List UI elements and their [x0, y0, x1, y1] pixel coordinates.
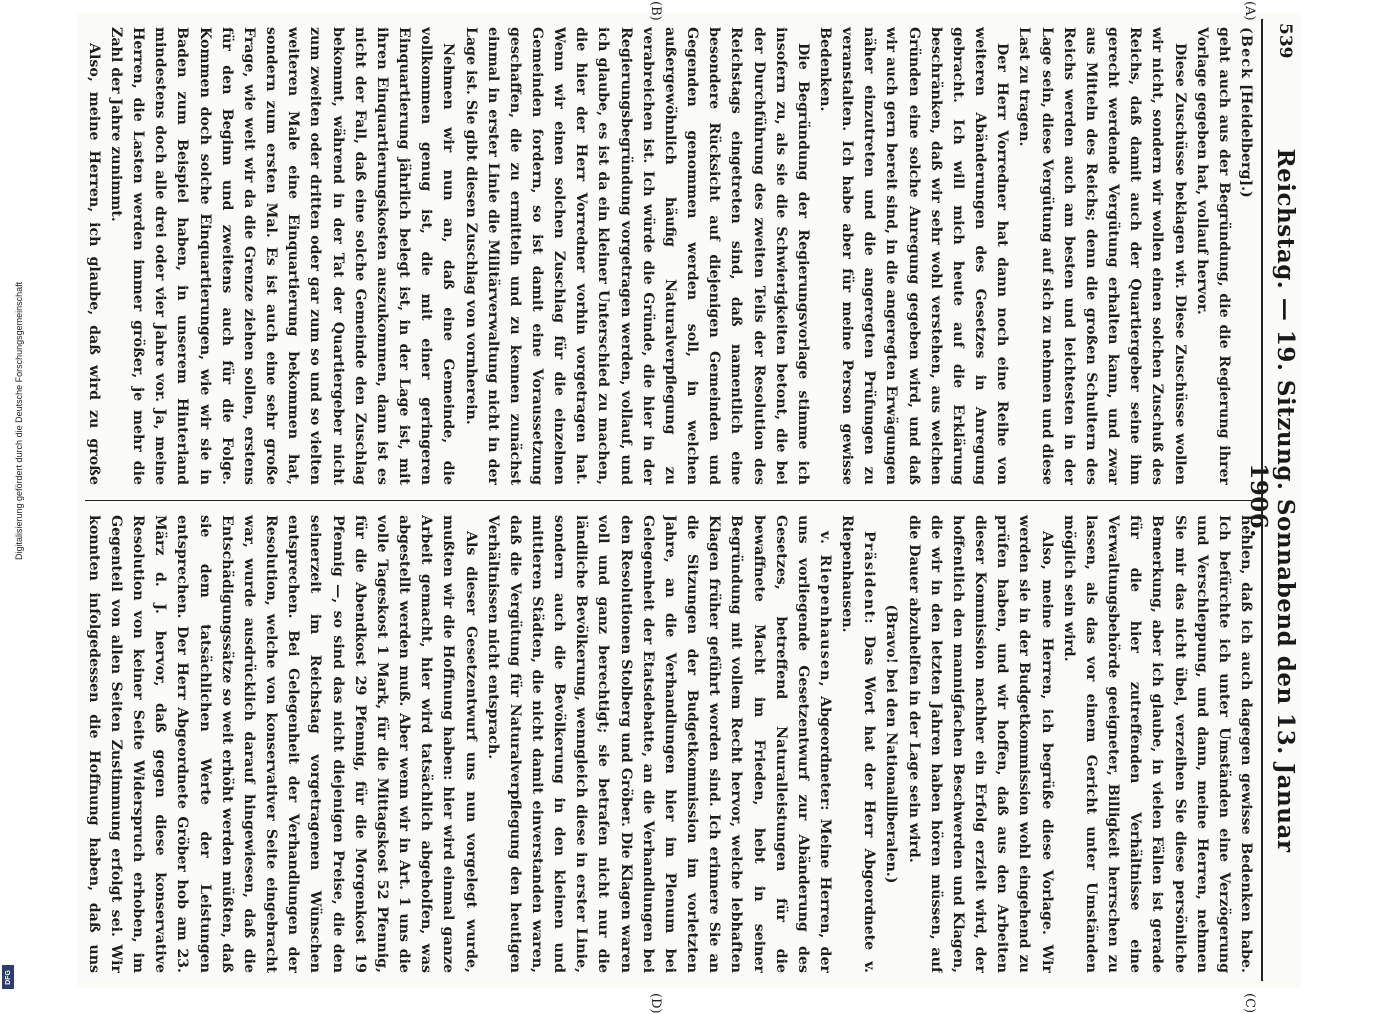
margin-mark-c: (C) — [1242, 993, 1257, 1014]
margin-mark-a: (A) — [1242, 1, 1257, 21]
speaker-role: Abgeordneter: — [817, 696, 834, 811]
speech-opening — [482, 515, 837, 973]
speaker-name: (Beck — [1238, 27, 1254, 80]
speaker-name: v. Riepenhausen, — [817, 531, 834, 688]
dfg-logo-text: DFG — [4, 969, 12, 985]
digitization-credit-text: Digitalisierung gefördert durch die Deutsche Forschungsgemeinschaft — [14, 281, 24, 560]
paragraph: Der Herr Vorredner hat dann noch eine Reihe von weiteren Abänderungen des Gesetzes in Anregung gebracht. Ich will mich heute auf die Erklärung beschränken, daß wir sehr wohl verstehen, aus welchen Gründen eine solche Anregung gegeben wird, und daß wir auch gern bereit sind, in die angeregten Erwägungen näher einzutreten und die angeregten Prüfungen zu veranstalten. Ich habe aber für meine Person gewisse Bedenken. — [817, 27, 1011, 485]
paragraph: Also, meine Herren, ich glaube, daß wird zu große — [85, 43, 102, 485]
margin-mark-d: (D) — [648, 993, 663, 1014]
speaker-president: Präsident: — [861, 531, 878, 625]
margin-mark-b: (B) — [648, 1, 663, 21]
paragraph-text: Meine Herren, der uns vorliegende Gesetzentwurf zur Abänderung des Gesetzes, betreffend Naturalleistungen für die bewaffnete Macht im Frieden, hebt in seiner Begründung mit vollem Recht hervor, welche lebhaften Klagen früher geführt worden sind. Ich erinnere Sie an die Sitzungen der Budgetkommission im vorletzten Jahre, an die Verhandlungen hier im Plenum bei Gelegenheit der Etatsdebatte, an die Verhandlungen bei den Resolutionen Stolberg und Gröber. Die Klagen waren voll und ganz berechtigt; sie betrafen nicht nur die ländliche Bevölkerung, wenngleich diese in erster Linie, sondern auch die Bevölkerung in den kleinen und mittleren Städten, die nicht damit einverstanden waren, daß die Vergütung für Naturalverpflegung den heutigen Verhältnissen nicht entsprach. — [484, 515, 834, 973]
header-rule — [1261, 19, 1263, 981]
president-statement — [836, 515, 880, 973]
page-number: 539 — [1275, 23, 1295, 59]
left-column — [85, 27, 1257, 485]
paragraph: Als dieser Gesetzentwurf uns nun vorgelegt wurde, mußten wir die Hoffnung haben: hier wird einmal ganze Arbeit gemacht, hier wird tatsächlich abgeholfen, was abgestellt werden muß. Aber wenn wir in Art. 1 uns die volle Tageskost 1 Mark, für die Mittagskost 52 Pfennig, für die Abendkost 29 Pfennig, für die Morgenkost 19 Pfennig —, so sind das nicht diejenigen Preise, die den seinerzeit im Reichstag vorgetragenen Wünschen entsprechen. Bei Gelegenheit der Verhandlungen der Resolution, welche von konservativer Seite eingebracht war, wurde ausdrücklich darauf hingewiesen, daß die Entschädigungssätze so weit erhöht werden müßten, daß sie dem tatsächlichen Werte der Leistungen entsprechen. Der Herr Abgeordnete Gröber hob am 23. März d. J. hervor, daß gegen diese konservative Resolution von keiner Seite Widerspruch erhoben, im Gegenteil von allen Seiten Zustimmung erfolgt sei. Wir konnten infolgedessen die Hoffnung haben, daß uns — [85, 515, 479, 973]
applause-note: (Bravo! bei den Nationalliberalen.) — [883, 604, 900, 884]
paragraph: Also, meine Herren, ich begrüße diese Vorlage. Wir werden sie in der Budgetkommission wohl eingehend zu prüfen haben, und wir hoffen, daß aus den Arbeiten dieser Kommission nachher ein Erfolg erzielt wird, der hoffentlich den mannigfachen Beschwerden und Klagen, die wir in den letzten Jahren haben hören müssen, auf die Dauer abzuhelfen in der Lage sein wird. — [905, 515, 1055, 973]
right-column — [85, 515, 1257, 973]
scanned-page — [77, 1, 1301, 1014]
column-divider — [85, 500, 1257, 501]
paragraph: Diese Zuschüsse beklagen wir. Diese Zuschüsse wollen wir nicht, sondern wir wollen einen solchen Zuschuß des Reichs, daß damit auch der Quartiergeber seine ihm gerecht werdende Vergütung erhalten kann, und zwar aus Mitteln des Reichs; denn die großen Schultern des Reichs werden auch am besten und leichtesten in der Lage sein, diese Vergütung auf sich zu nehmen und diese Last zu tragen. — [1016, 27, 1188, 485]
digitization-credit — [0, 0, 24, 1000]
paragraph: Nehmen wir nun an, daß eine Gemeinde, die vollkommen genug ist, die mit einer geringeren Einquartierung jährlich belegt ist, in der Lage ist, mit ihren Einquartierungskosten auszukommen, dann ist es nicht der Fall, daß eine solche Gemeinde den Zuschlag bekommt, während in der Tat der Quartiergeber nicht zum zweiten oder dritten oder gar zum so und so vielten weiteren Male eine Einquartierung bekommen hat, sondern zum ersten Mal. Es ist auch eine sehr große Frage, wie weit wir da die Grenze ziehen sollen, erstens für den Beginn und zweitens auch für die Folge. Kommen doch solche Einquartierungen, wie wir sie in Baden zum Beispiel haben, in unserem Hinterland mindestens doch alle drei oder vier Jahre vor. Ja, meine Herren, die Lasten werden immer größer, je mehr die Zahl der Jahre zunimmt. — [108, 27, 457, 485]
speaker-continuation — [1235, 27, 1257, 485]
paragraph-text: Das Wort hat der Herr Abgeordnete v. Riepenhausen. — [839, 515, 878, 973]
page-running-title: Reichstag. — 19. Sitzung. Sonnabend den 13. Januar 1906. — [1245, 148, 1299, 853]
paragraph: Die Begründung der Regierungsvorlage stimme ich insofern zu, als sie die Schwierigkeiten betont, die bei der Durchführung des zweiten Teils der Resolution des Reichstags eingetreten sind, daß namentlich eine besondere Rücksicht auf diejenigen Gemeinden und Gegenden genommen werden soll, in welchen außergewöhnlich häufig Naturalverpflegung zu verabreichen ist. Ich würde die Gründe, die hier in der Regierungsbegründung vorgetragen werden, vollauf, und ich glaube, es ist da ein kleiner Unterschied zu machen, die hier der Herr Vorredner vorhin vorgetragen hat. Wenn wir einen solchen Zuschlag für die einzelnen Gemeinden fordern, so ist damit eine Voraussetzung geschaffen, die zu ermitteln und zu kennen zunächst einmal in erster Linie die Militärverwaltung nicht in der Lage ist. Sie gibt diesen Zuschlag von vornherein. — [462, 27, 811, 485]
dfg-logo — [2, 965, 14, 989]
paragraph: hehlen, daß ich auch dagegen gewisse Bedenken habe. Ich befürchte ich unter Umständen eine Verzögerung und Verschleppung, und dann, meine Herren, nehmen Sie mir das nicht übel, verzeihen Sie diese persönliche Bemerkung, aber ich glaube, in vielen Fällen ist gerade für die hier zutreffenden Verhältnisse eine Verwaltungsbehörde geeigneter, Billigkeit herrschen zu lassen, als das vor einem Gericht unter Umständen möglich sein wird. — [1060, 515, 1254, 973]
paragraph: geht auch aus der Begründung, die die Regierung ihrer Vorlage gegeben hat, vollauf hervor. — [1193, 27, 1232, 485]
speaker-constituency: [Heidelberg].) — [1238, 84, 1254, 198]
